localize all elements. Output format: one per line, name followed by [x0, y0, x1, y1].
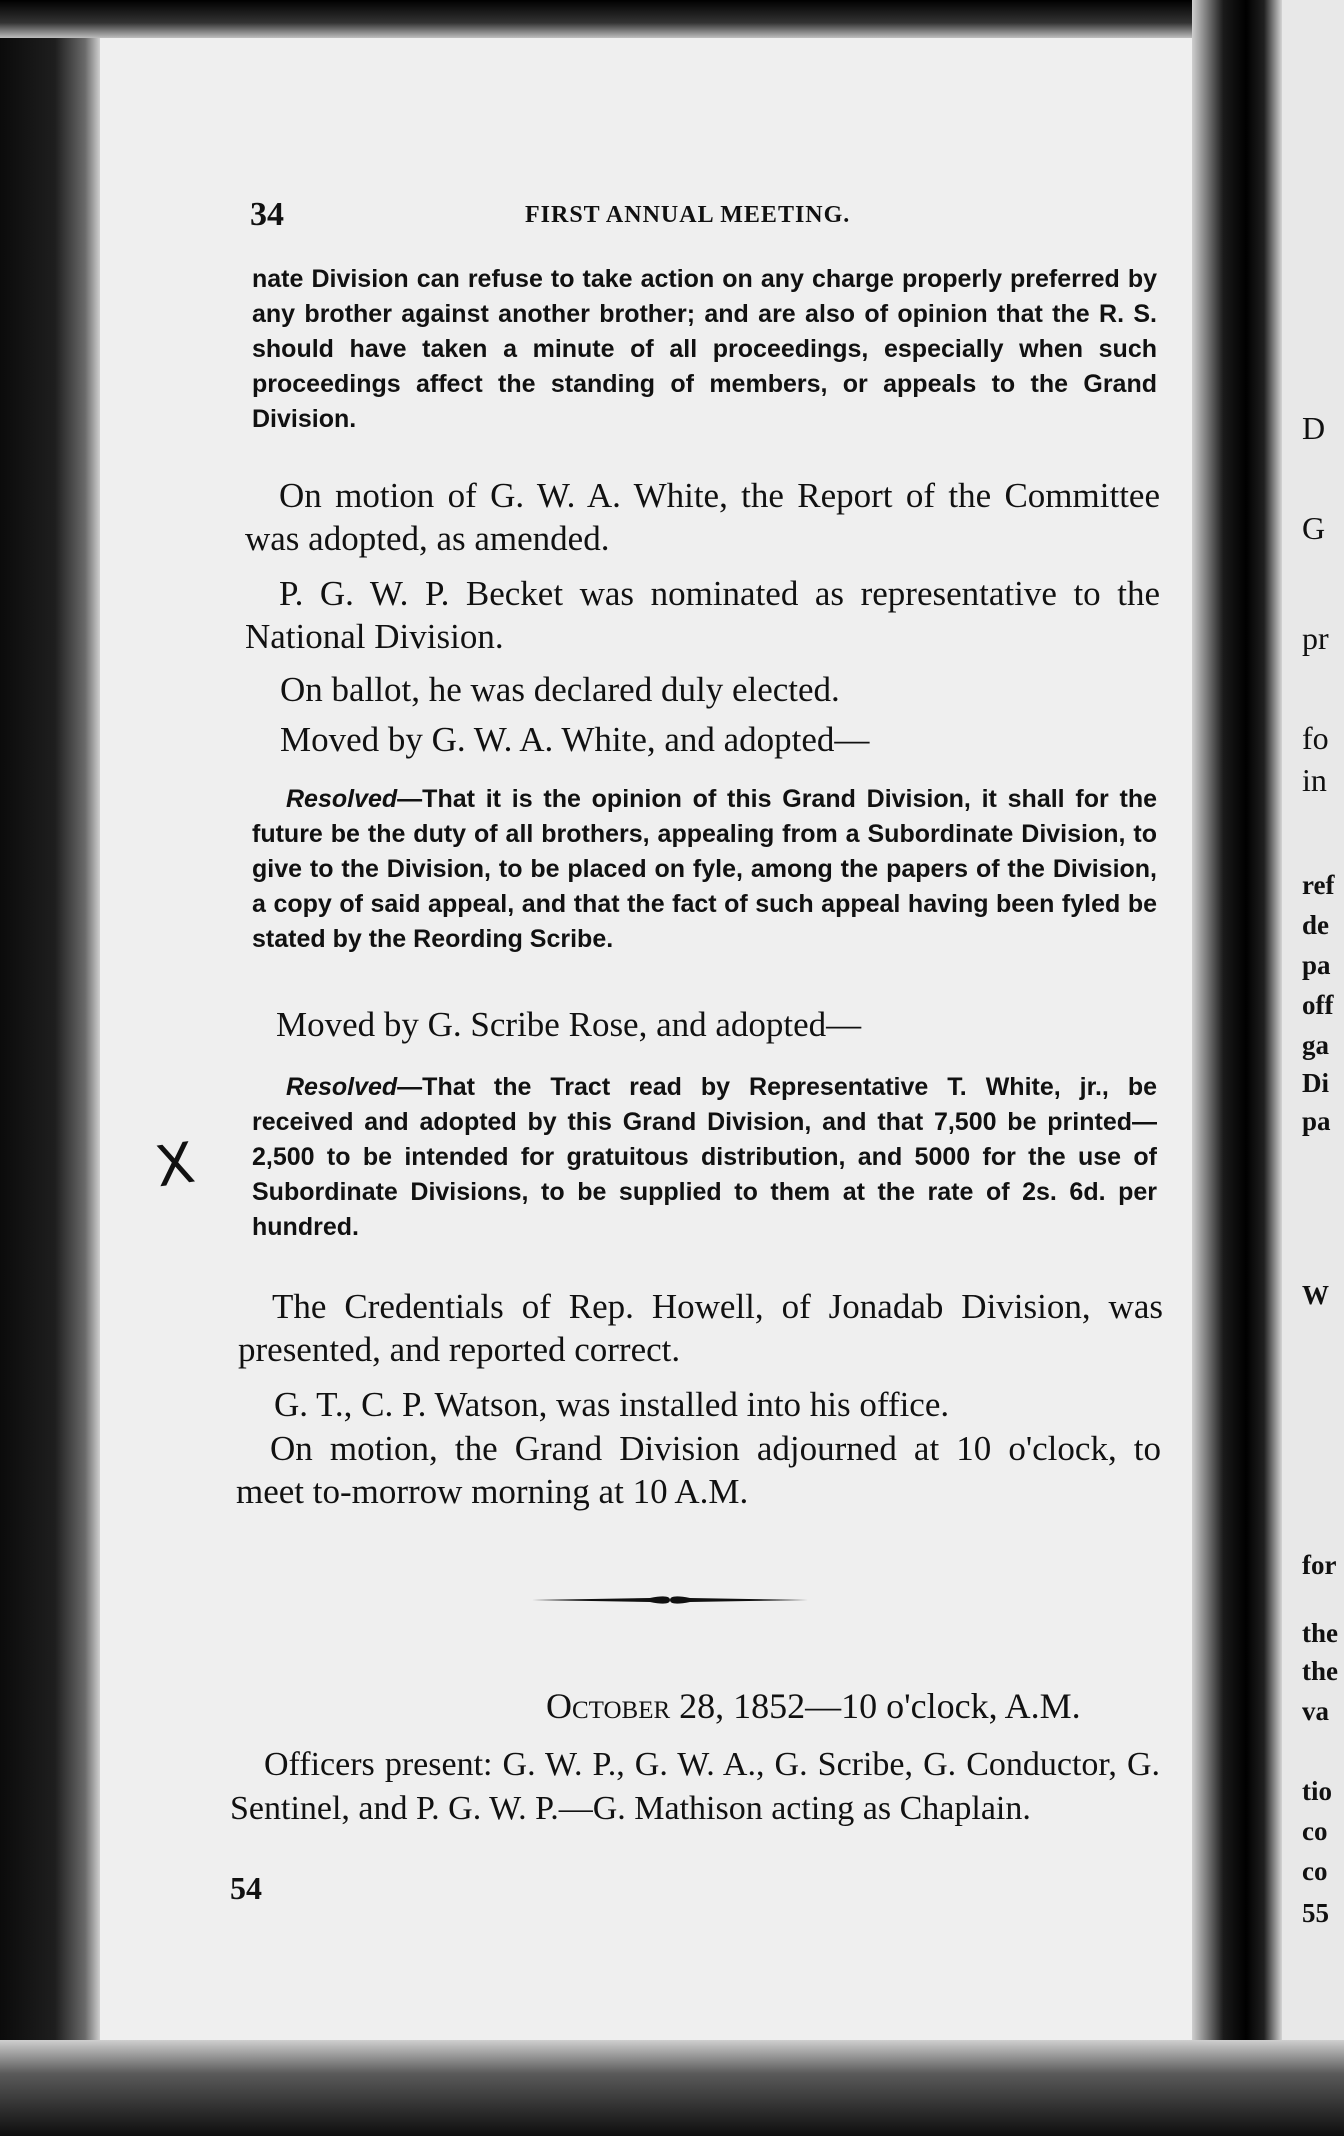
installation-paragraph: G. T., C. P. Watson, was installed into his office. — [274, 1385, 950, 1424]
ballot-paragraph: On ballot, he was declared duly elected. — [280, 670, 840, 709]
facing-page-fragment: va — [1302, 1696, 1329, 1726]
committee-report-paragraph: nate Division can refuse to take action on any charge properly preferred by any brother against another brother; and are also of opinion that the R. S. should have taken a minute of all proceedings, especially when such proceedings affect the standing of members, or appeals to the Grand Division. — [252, 265, 1157, 433]
handwritten-x-mark: X — [151, 1130, 199, 1201]
resolution-appeals — [252, 782, 1157, 957]
resolved-label: Resolved — [286, 785, 398, 813]
facing-page-fragment: W — [1302, 1280, 1329, 1310]
facing-page-fragment: Di — [1302, 1068, 1329, 1098]
signature-mark: 54 — [230, 1870, 262, 1906]
resolution-text: —That the Tract read by Representative T. White, jr., be received and adopted by this Grand Division, and that 7,500 be printed—2,500 to be intended for gratuitous distribution, and 5000 for the use of Subordinate Divisions, to be supplied to them at the rate of 2s. 6d. per hundred. — [252, 1073, 1157, 1241]
facing-page-fragment: ga — [1302, 1030, 1329, 1060]
facing-page-fragment: D — [1302, 410, 1326, 446]
adjournment-paragraph: On motion, the Grand Division adjourned at 10 o'clock, to meet to-morrow morning at 10 A.M. — [236, 1429, 1161, 1511]
facing-page-fragment: co — [1302, 1856, 1328, 1886]
running-head: FIRST ANNUAL MEETING. — [525, 202, 851, 228]
facing-page-fragment: off — [1302, 990, 1334, 1020]
nomination-paragraph: P. G. W. P. Becket was nominated as representative to the National Division. — [245, 574, 1160, 656]
scan-edge-bottom — [0, 2040, 1344, 2136]
facing-page-fragment: de — [1302, 910, 1329, 940]
resolved-label: Resolved — [286, 1073, 398, 1101]
resolution-text: —That it is the opinion of this Grand Division, it shall for the future be the duty of all brothers, appealing from a Subordinate Division, to give to the Division, to be placed on fyle, among the papers of the Division, a copy of said appeal, and that the fact of such appeal having been fyled be stated by the Reording Scribe. — [252, 785, 1157, 953]
moved-rose: Moved by G. Scribe Rose, and adopted— — [276, 1005, 862, 1044]
date-month: October — [546, 1686, 671, 1726]
facing-page-fragment: for — [1302, 1550, 1337, 1580]
page-number: 34 — [250, 196, 284, 233]
facing-page-fragment: pr — [1302, 620, 1329, 656]
facing-page-fragment: ref — [1302, 870, 1335, 900]
page-header — [250, 196, 1150, 236]
facing-page-fragment: pa — [1302, 950, 1331, 980]
date-rest: 28, 1852—10 o'clock, A.M. — [670, 1686, 1081, 1726]
facing-page-fragment: fo — [1302, 720, 1329, 756]
facing-page-fragment: co — [1302, 1816, 1328, 1846]
facing-page-fragment: the — [1302, 1618, 1338, 1648]
facing-page-fragment: pa — [1302, 1106, 1331, 1136]
moved-white: Moved by G. W. A. White, and adopted— — [280, 720, 870, 759]
session-date-line — [546, 1685, 1081, 1727]
scan-edge-left — [0, 0, 100, 2136]
facing-page-fragment: the — [1302, 1656, 1338, 1686]
book-gutter — [1192, 0, 1282, 2136]
officers-present-paragraph: Officers present: G. W. P., G. W. A., G. Scribe, G. Conductor, G. Sentinel, and P. G. W. P.—G. Mathison acting as Chaplain. — [230, 1746, 1160, 1827]
section-divider-ornament — [530, 1590, 810, 1610]
credentials-paragraph: The Credentials of Rep. Howell, of Jonadab Division, was presented, and reported correct. — [238, 1287, 1163, 1369]
facing-page-fragment: in — [1302, 762, 1327, 798]
facing-page-fragment: tio — [1302, 1776, 1332, 1806]
motion-adopt-report: On motion of G. W. A. White, the Report of the Committee was adopted, as amended. — [245, 476, 1160, 558]
facing-page-fragment: 55 — [1302, 1898, 1329, 1928]
resolution-tract — [252, 1070, 1157, 1245]
scan-edge-top — [0, 0, 1344, 38]
facing-page-fragment: G — [1302, 510, 1326, 546]
